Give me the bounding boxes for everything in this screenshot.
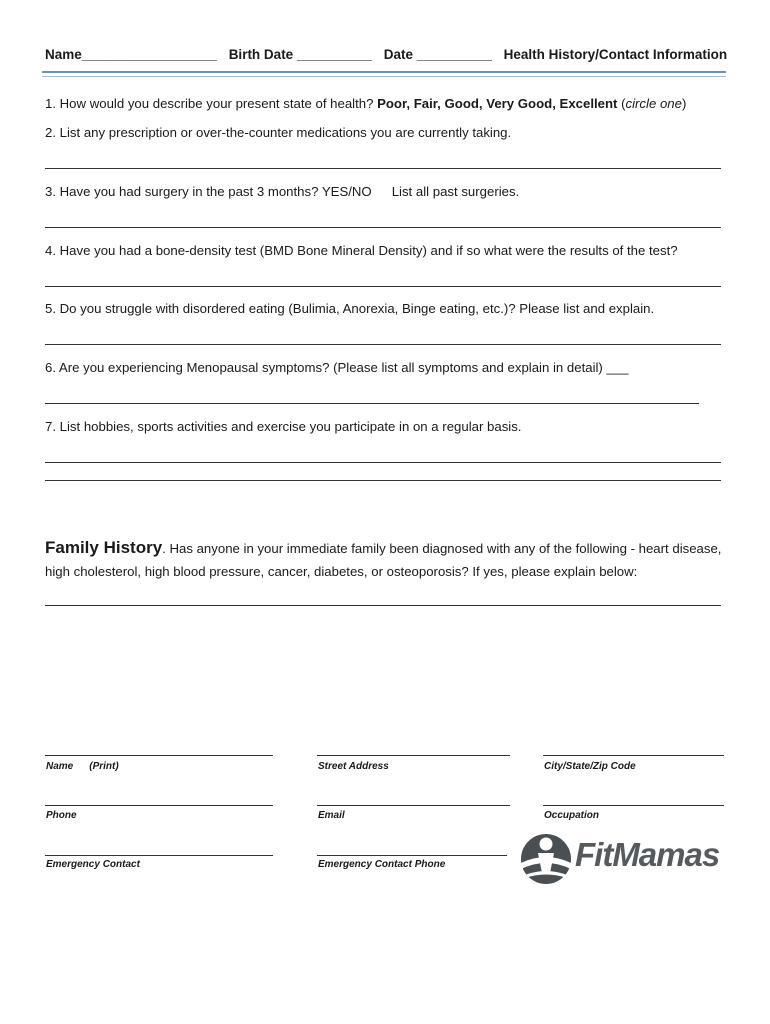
phone-line[interactable] (45, 805, 273, 806)
health-options[interactable]: Poor, Fair, Good, Very Good, Excellent (377, 96, 618, 111)
form-title: Health History/Contact Information (503, 47, 728, 62)
answer-line-5[interactable] (45, 344, 721, 345)
question-6: 6. Are you experiencing Menopausal symptoms? (Please list all symptoms and explain in detail) ___ (45, 360, 629, 375)
occupation-label: Occupation (544, 810, 600, 821)
family-history-title: Family History (45, 538, 163, 557)
family-history-section (45, 536, 735, 583)
fitmamas-logo-text: FitMamas (575, 836, 720, 873)
emergency-contact-line[interactable] (45, 855, 273, 856)
email-line[interactable] (317, 805, 510, 806)
question-4: 4. Have you had a bone-density test (BMD Bone Mineral Density) and if so what were the results of the test? (45, 243, 678, 258)
answer-line-family[interactable] (45, 605, 721, 606)
emergency-phone-line[interactable] (317, 855, 507, 856)
answer-line-7a[interactable] (45, 462, 721, 463)
email-label: Email (318, 810, 345, 821)
name-field-label[interactable]: Name__________________ (45, 47, 217, 62)
street-address-label: Street Address (318, 761, 389, 772)
city-state-zip-line[interactable] (543, 755, 724, 756)
answer-line-4[interactable] (45, 286, 721, 287)
family-history-text: . Has anyone in your immediate family been diagnosed with any of the following - heart disease, high cholesterol, high blood pressure, cancer, diabetes, or osteoporosis? If yes, please explain below: (45, 541, 722, 579)
date-field-label[interactable]: Date __________ (383, 47, 492, 62)
emergency-contact-label: Emergency Contact (46, 859, 140, 870)
fitmamas-logo-icon (517, 829, 573, 887)
emergency-phone-label: Emergency Contact Phone (318, 859, 446, 870)
answer-line-6[interactable] (45, 403, 699, 404)
name-print-label: Name (Print) (46, 761, 119, 772)
question-1: 1. How would you describe your present state of health? Poor, Fair, Good, Very Good, Excellent (circle one) (45, 96, 687, 111)
question-2: 2. List any prescription or over-the-counter medications you are currently taking. (45, 125, 512, 140)
city-state-zip-label: City/State/Zip Code (544, 761, 636, 772)
phone-label: Phone (46, 810, 77, 821)
answer-line-7b[interactable] (45, 480, 721, 481)
occupation-line[interactable] (543, 805, 724, 806)
question-5: 5. Do you struggle with disordered eating (Bulimia, Anorexia, Binge eating, etc.)? Please list and explain. (45, 301, 655, 316)
header-divider (42, 71, 726, 77)
street-address-line[interactable] (317, 755, 510, 756)
birth-date-field-label[interactable]: Birth Date __________ (228, 47, 373, 62)
answer-line-2[interactable] (45, 168, 721, 169)
question-7: 7. List hobbies, sports activities and exercise you participate in on a regular basis. (45, 419, 522, 434)
answer-line-3[interactable] (45, 227, 721, 228)
question-3: 3. Have you had surgery in the past 3 months? YES/NO List all past surgeries. (45, 184, 520, 199)
name-print-line[interactable] (45, 755, 273, 756)
form-header (45, 47, 735, 62)
